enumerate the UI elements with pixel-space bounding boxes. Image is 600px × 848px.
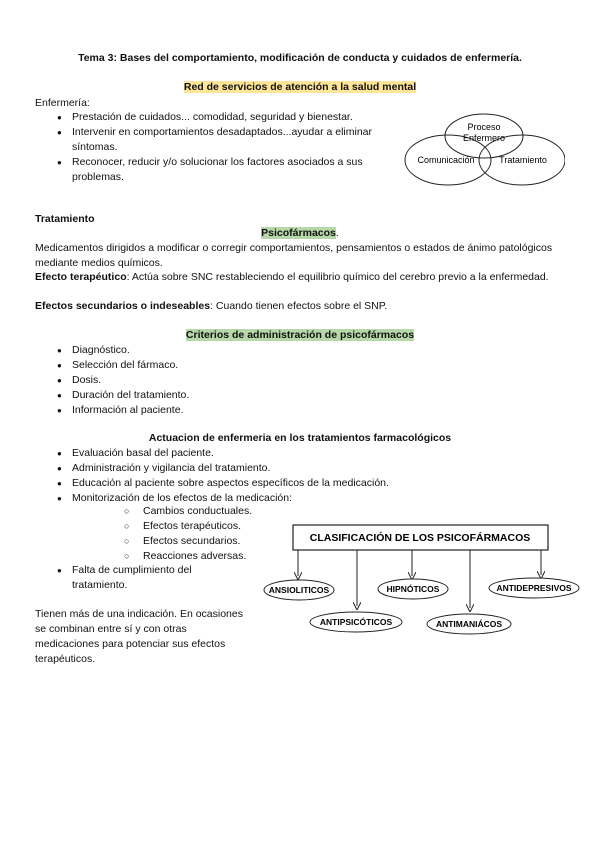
criterios-heading-wrap — [0, 328, 600, 343]
sub-list-item: ○ Reacciones adversas. — [35, 549, 295, 564]
venn-label-tratamiento: Tratamiento — [499, 155, 547, 165]
efectos-secundarios-text: : Cuando tienen efectos sobre el SNP. — [210, 300, 388, 312]
venn-label-enfermero: Enfermero — [462, 133, 506, 143]
list-item: ● Información al paciente. — [35, 403, 435, 418]
monitorizacion-sublist — [35, 504, 295, 564]
clasificacion-diagram — [262, 520, 592, 640]
list-item: ● Diagnóstico. — [35, 343, 435, 358]
efecto-terapeutico-text: : Actúa sobre SNC restableciendo el equilibrio químico del cerebro previo a la enfermedad. — [126, 271, 549, 283]
efecto-terapeutico — [35, 270, 565, 285]
enfermeria-label: Enfermería: — [35, 97, 90, 109]
clasificacion-title: CLASIFICACIÓN DE LOS PSICOFÁRMACOS — [309, 532, 531, 544]
venn-label-proceso: Proceso — [467, 122, 501, 132]
hipnoticos-label: HIPNÓTICOS — [386, 584, 440, 594]
cumplimiento-list — [35, 563, 245, 593]
efectos-secundarios — [35, 299, 565, 314]
list-item: ● Reconocer, reducir y/o solucionar los factores asociados a sus problemas. — [35, 155, 405, 185]
venn-label-comunicacion: Comunicación — [417, 155, 475, 165]
actuacion-heading: Actuacion de enfermeria en los tratamientos farmacológicos — [148, 432, 452, 444]
enfermeria-list — [35, 110, 405, 185]
sub-list-item: ○ Cambios conductuales. — [35, 504, 295, 519]
criterios-list — [35, 343, 435, 418]
red-heading-wrap — [0, 80, 600, 95]
ansioliticos-label: ANSIOLITICOS — [268, 585, 330, 595]
psicofarmacos-suffix: . — [335, 227, 339, 239]
antidepresivos-label: ANTIDEPRESIVOS — [496, 583, 572, 593]
list-item: ● Prestación de cuidados... comodidad, seguridad y bienestar. — [35, 110, 405, 125]
list-item: ● Monitorización de los efectos de la medicación: — [35, 491, 555, 506]
criterios-heading: Criterios de administración de psicofármacos — [185, 329, 415, 341]
list-item: ● Intervenir en comportamientos desadaptados...ayudar a eliminar síntomas. — [35, 125, 405, 155]
psicofarmacos-heading-wrap — [0, 226, 600, 241]
list-item: ● Falta de cumplimiento del tratamiento. — [35, 563, 245, 593]
sub-list-item: ○ Efectos secundarios. — [35, 534, 295, 549]
list-item: ● Administración y vigilancia del tratamiento. — [35, 461, 555, 476]
psicofarmacos-description: Medicamentos dirigidos a modificar o corregir comportamientos, pensamientos o estados de ánimo patológicos mediante medios químicos. — [35, 242, 553, 269]
antimaniacos-label: ANTIMANIÁCOS — [435, 619, 503, 629]
psicofarmacos-heading: Psicofármacos — [261, 227, 336, 239]
antipsicoticos-label: ANTIPSICÓTICOS — [319, 617, 393, 627]
list-item: ● Duración del tratamiento. — [35, 388, 435, 403]
sub-list-item: ○ Efectos terapéuticos. — [35, 519, 295, 534]
red-heading: Red de servicios de atención a la salud mental — [183, 81, 417, 93]
efecto-terapeutico-label: Efecto terapéutico — [35, 271, 127, 283]
list-item: ● Evaluación basal del paciente. — [35, 446, 555, 461]
actuacion-list — [35, 446, 555, 506]
venn-diagram — [400, 108, 565, 190]
page-title: Tema 3: Bases del comportamiento, modificación de conducta y cuidados de enfermería. — [78, 52, 522, 64]
list-item: ● Dosis. — [35, 373, 435, 388]
list-item: ● Educación al paciente sobre aspectos específicos de la medicación. — [35, 476, 555, 491]
efectos-secundarios-label: Efectos secundarios o indeseables — [35, 300, 211, 312]
list-item: ● Selección del fármaco. — [35, 358, 435, 373]
tratamiento-heading: Tratamiento — [35, 213, 95, 225]
nota-indicaciones: Tienen más de una indicación. En ocasiones se combinan entre sí y con otras medicaciones para potenciar sus efectos terapéuticos. — [35, 608, 243, 665]
